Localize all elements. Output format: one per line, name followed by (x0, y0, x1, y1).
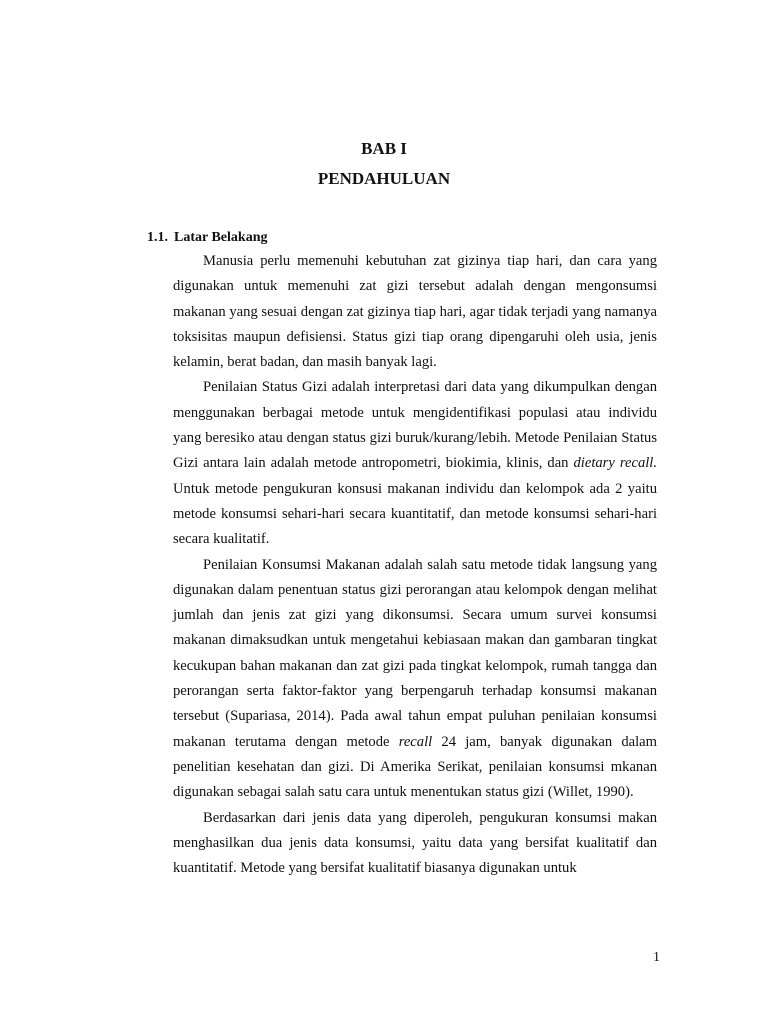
paragraph-4: Berdasarkan dari jenis data yang diperoleh, pengukuran konsumsi makan menghasilkan dua jenis data konsumsi, yaitu data yang bersifat kualitatif dan kuantitatif. Metode yang bersifat kualitatif biasanya digunakan untuk (173, 809, 657, 877)
section-number: 1.1. (147, 230, 168, 245)
paragraph-2-text-2: Untuk metode pengukuran konsusi makanan individu dan kelompok ada 2 yaitu metode konsumsi sehari-hari secara kuantitatif, dan metode konsumsi sehari-hari secara kualitatif. (173, 480, 657, 548)
paragraph-3-italic-term: recall (398, 733, 433, 750)
section-heading (147, 230, 267, 246)
paragraph-2 (173, 375, 657, 552)
paragraph-1: Manusia perlu memenuhi kebutuhan zat gizinya tiap hari, dan cara yang digunakan untuk memenuhi zat gizi tersebut adalah dengan mengonsumsi makanan yang sesuai dengan zat gizinya tiap hari, agar tidak terjadi yang namanya toksisitas maupun defisiensi. Status gizi tiap orang dipengaruhi oleh usia, jenis kelamin, berat badan, dan masih banyak lagi. (173, 253, 657, 371)
paragraph-2-text-1: Penilaian Status Gizi adalah interpretasi dari data yang dikumpulkan dengan menggunakan berbagai metode untuk mengidentifikasi populasi atau individu yang beresiko atau dengan status gizi buruk/kurang/lebih. Metode Penilaian Status Gizi antara lain adalah metode antropometri, biokimia, klinis, dan (173, 379, 657, 472)
paragraph-3-text-2: 24 jam, banyak digunakan dalam penelitian kesehatan dan gizi. Di Amerika Serikat, penilaian konsumsi mkanan digunakan sebagai salah satu cara untuk menentukan status gizi (Willet, 1990). (173, 733, 657, 801)
paragraph-2-italic-term: dietary recall. (573, 455, 657, 472)
paragraph-3 (173, 553, 657, 806)
page-number: 1 (653, 950, 660, 965)
chapter-number: BAB I (361, 139, 407, 158)
chapter-title: PENDAHULUAN (317, 169, 451, 188)
body-text (173, 249, 657, 881)
section-title: Latar Belakang (174, 230, 268, 245)
paragraph-3-text-1: Penilaian Konsumsi Makanan adalah salah satu metode tidak langsung yang digunakan dalam penentuan status gizi perorangan atau kelompok dengan melihat jumlah dan jenis zat gizi yang dikonsumsi. Secara umum survei konsumsi makanan dimaksudkan untuk mengetahui kebiasaan makan dan gambaran tingkat kecukupan bahan makanan dan zat gizi pada tingkat kelompok, rumah tangga dan perorangan serta faktor-faktor yang berpengaruh terhadap konsumsi makanan tersebut (Supariasa, 2014). Pada awal tahun empat puluhan penilaian konsumsi makanan terutama dengan metode (173, 556, 657, 750)
